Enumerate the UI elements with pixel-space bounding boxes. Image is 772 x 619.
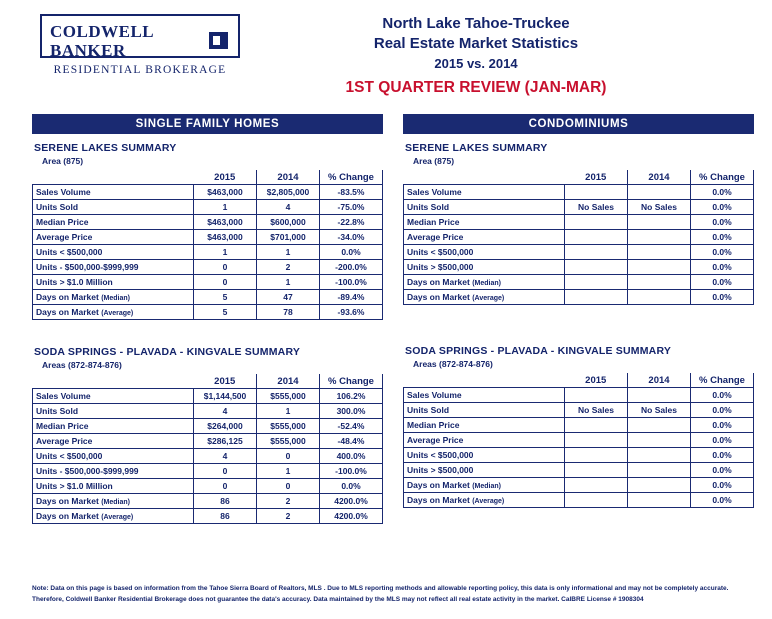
row-label: Median Price bbox=[33, 215, 194, 230]
row-label: Median Price bbox=[404, 215, 565, 230]
cell-2014 bbox=[628, 290, 691, 305]
table-row bbox=[33, 275, 383, 290]
table-row bbox=[404, 463, 754, 478]
cell-2014 bbox=[628, 185, 691, 200]
column-condominiums bbox=[403, 114, 754, 524]
row-label: Sales Volume bbox=[33, 389, 194, 404]
cell-2015: 0 bbox=[194, 275, 257, 290]
cell-2014: 78 bbox=[257, 305, 320, 320]
cell-change: 0.0% bbox=[691, 463, 754, 478]
table-row bbox=[33, 434, 383, 449]
cell-2015: $286,125 bbox=[194, 434, 257, 449]
col-header-change: % Change bbox=[691, 373, 754, 388]
row-label: Units > $500,000 bbox=[404, 260, 565, 275]
cell-change: 0.0% bbox=[691, 275, 754, 290]
column-single-family-homes bbox=[32, 114, 383, 524]
cell-2014: 47 bbox=[257, 290, 320, 305]
row-label bbox=[33, 305, 194, 320]
table-row bbox=[33, 404, 383, 419]
row-label-text: Days on Market bbox=[407, 277, 473, 287]
cell-2015 bbox=[565, 478, 628, 493]
cell-2014: $555,000 bbox=[257, 434, 320, 449]
section-title-soda-springs: SODA SPRINGS - PLAVADA - KINGVALE SUMMARY bbox=[34, 346, 301, 358]
cell-2014: 1 bbox=[257, 275, 320, 290]
col-header-2014: 2014 bbox=[257, 170, 320, 185]
row-label-qualifier: (Average) bbox=[101, 514, 134, 521]
cell-change: 0.0% bbox=[320, 479, 383, 494]
row-label: Units < $500,000 bbox=[33, 245, 194, 260]
cell-2015: 4 bbox=[194, 449, 257, 464]
table-row bbox=[404, 418, 754, 433]
row-label-text: Days on Market bbox=[407, 495, 473, 505]
row-label: Average Price bbox=[404, 230, 565, 245]
table-row bbox=[33, 200, 383, 215]
cell-2014 bbox=[628, 260, 691, 275]
row-label: Units Sold bbox=[404, 200, 565, 215]
table-row bbox=[33, 290, 383, 305]
cell-2015 bbox=[565, 275, 628, 290]
cell-2015: $1,144,500 bbox=[194, 389, 257, 404]
table-row bbox=[33, 185, 383, 200]
cell-change: 300.0% bbox=[320, 404, 383, 419]
cell-change: 0.0% bbox=[691, 418, 754, 433]
col-header-change: % Change bbox=[320, 170, 383, 185]
cell-2014 bbox=[628, 493, 691, 508]
row-label: Average Price bbox=[33, 230, 194, 245]
row-label bbox=[404, 275, 565, 290]
column-header-bar: CONDOMINIUMS bbox=[403, 114, 754, 134]
table-header-row bbox=[33, 170, 383, 185]
col-header-2014: 2014 bbox=[628, 170, 691, 185]
cell-2014 bbox=[628, 448, 691, 463]
cell-2015: $463,000 bbox=[194, 185, 257, 200]
row-label: Average Price bbox=[404, 433, 565, 448]
cell-change: 0.0% bbox=[691, 433, 754, 448]
cell-2014: No Sales bbox=[628, 403, 691, 418]
page-header bbox=[0, 0, 772, 100]
table-condo-serene-lakes bbox=[403, 170, 754, 305]
cell-2014 bbox=[628, 478, 691, 493]
cell-2015: 1 bbox=[194, 200, 257, 215]
cell-2015 bbox=[565, 245, 628, 260]
cell-2015: No Sales bbox=[565, 200, 628, 215]
cell-2014: 1 bbox=[257, 245, 320, 260]
row-label: Median Price bbox=[404, 418, 565, 433]
cell-2014: 0 bbox=[257, 449, 320, 464]
row-label-text: Days on Market bbox=[407, 292, 473, 302]
cell-change: 4200.0% bbox=[320, 509, 383, 524]
footer-line-2: Therefore, Coldwell Banker Residential Brokerage does not guarantee the data's accuracy. Data maintained by the MLS may not reflect all real estate activity in the market. CalBRE License # 1908304 bbox=[32, 596, 644, 603]
table-row bbox=[404, 215, 754, 230]
cell-2015: 1 bbox=[194, 245, 257, 260]
row-label: Units - $500,000-$999,999 bbox=[33, 260, 194, 275]
row-label bbox=[404, 478, 565, 493]
table-sfh-soda-springs bbox=[32, 374, 383, 524]
table-row bbox=[33, 230, 383, 245]
cell-2014: 1 bbox=[257, 404, 320, 419]
cell-change: -83.5% bbox=[320, 185, 383, 200]
footer-disclaimer bbox=[32, 583, 748, 605]
table-row bbox=[33, 449, 383, 464]
row-label: Sales Volume bbox=[404, 388, 565, 403]
cell-change: -52.4% bbox=[320, 419, 383, 434]
cell-2015 bbox=[565, 185, 628, 200]
table-row bbox=[404, 275, 754, 290]
cell-2015: $463,000 bbox=[194, 215, 257, 230]
cell-change: -75.0% bbox=[320, 200, 383, 215]
cell-change: -34.0% bbox=[320, 230, 383, 245]
cell-change: 0.0% bbox=[691, 448, 754, 463]
table-row bbox=[404, 403, 754, 418]
cell-change: -100.0% bbox=[320, 464, 383, 479]
section-area-serene-lakes: Area (875) bbox=[42, 156, 84, 166]
table-row bbox=[33, 509, 383, 524]
cell-change: 0.0% bbox=[691, 245, 754, 260]
table-header-row bbox=[33, 374, 383, 389]
table-row bbox=[404, 388, 754, 403]
section-area-serene-lakes: Area (875) bbox=[413, 156, 455, 166]
cell-2015: 86 bbox=[194, 509, 257, 524]
cell-2014 bbox=[628, 275, 691, 290]
cell-change: -22.8% bbox=[320, 215, 383, 230]
cell-2015: 0 bbox=[194, 464, 257, 479]
row-label: Sales Volume bbox=[404, 185, 565, 200]
row-label: Units > $1.0 Million bbox=[33, 479, 194, 494]
cell-2014 bbox=[628, 433, 691, 448]
cell-change: 106.2% bbox=[320, 389, 383, 404]
row-label: Units Sold bbox=[33, 200, 194, 215]
col-header-2015: 2015 bbox=[194, 170, 257, 185]
cell-change: 0.0% bbox=[691, 290, 754, 305]
section-area-soda-springs: Areas (872-874-876) bbox=[42, 360, 122, 370]
column-header-bar: SINGLE FAMILY HOMES bbox=[32, 114, 383, 134]
cell-2014: 2 bbox=[257, 494, 320, 509]
cell-2015: 5 bbox=[194, 305, 257, 320]
table-row bbox=[404, 230, 754, 245]
logo-box bbox=[40, 14, 240, 58]
row-label: Units - $500,000-$999,999 bbox=[33, 464, 194, 479]
row-label-qualifier: (Median) bbox=[472, 280, 501, 287]
cell-2015: 0 bbox=[194, 479, 257, 494]
table-corner-cell bbox=[404, 170, 565, 185]
cell-change: 0.0% bbox=[691, 230, 754, 245]
cell-2014 bbox=[628, 215, 691, 230]
table-row bbox=[33, 494, 383, 509]
col-header-change: % Change bbox=[691, 170, 754, 185]
table-corner-cell bbox=[33, 170, 194, 185]
cell-2015 bbox=[565, 388, 628, 403]
title-period: 1ST QUARTER REVIEW (JAN-MAR) bbox=[345, 79, 607, 96]
row-label-qualifier: (Average) bbox=[101, 310, 134, 317]
row-label bbox=[33, 509, 194, 524]
cell-2014: $555,000 bbox=[257, 389, 320, 404]
table-row bbox=[33, 419, 383, 434]
cell-change: -93.6% bbox=[320, 305, 383, 320]
table-row bbox=[404, 290, 754, 305]
row-label-qualifier: (Median) bbox=[472, 483, 501, 490]
cell-2015 bbox=[565, 215, 628, 230]
row-label-text: Days on Market bbox=[36, 307, 102, 317]
row-label bbox=[33, 290, 194, 305]
cell-change: 0.0% bbox=[691, 260, 754, 275]
cell-change: 0.0% bbox=[691, 200, 754, 215]
table-row bbox=[33, 260, 383, 275]
row-label-qualifier: (Average) bbox=[472, 498, 505, 505]
table-row bbox=[404, 433, 754, 448]
row-label-text: Days on Market bbox=[36, 511, 102, 521]
section-area-soda-springs: Areas (872-874-876) bbox=[413, 359, 493, 369]
cell-2015 bbox=[565, 418, 628, 433]
table-row bbox=[33, 215, 383, 230]
cell-change: -89.4% bbox=[320, 290, 383, 305]
table-row bbox=[404, 448, 754, 463]
table-sfh-serene-lakes bbox=[32, 170, 383, 320]
cell-2015: 0 bbox=[194, 260, 257, 275]
cell-2014: $600,000 bbox=[257, 215, 320, 230]
section-title-serene-lakes: SERENE LAKES SUMMARY bbox=[405, 142, 548, 154]
row-label: Units < $500,000 bbox=[404, 245, 565, 260]
cell-2014 bbox=[628, 388, 691, 403]
col-header-2014: 2014 bbox=[628, 373, 691, 388]
footer-line-1: Note: Data on this page is based on information from the Tahoe Sierra Board of Realtors, MLS . Due to MLS reporting methods and allowable reporting policy, this data is only informational and may not be completely accurate. bbox=[32, 585, 729, 592]
title-years: 2015 vs. 2014 bbox=[434, 56, 518, 71]
cell-change: 0.0% bbox=[691, 493, 754, 508]
table-row bbox=[33, 389, 383, 404]
cell-2015 bbox=[565, 433, 628, 448]
cell-change: -100.0% bbox=[320, 275, 383, 290]
row-label: Sales Volume bbox=[33, 185, 194, 200]
cell-2015 bbox=[565, 260, 628, 275]
table-condo-soda-springs bbox=[403, 373, 754, 508]
cell-2014 bbox=[628, 230, 691, 245]
row-label-qualifier: (Average) bbox=[472, 295, 505, 302]
cell-2015 bbox=[565, 290, 628, 305]
cell-change: -48.4% bbox=[320, 434, 383, 449]
cell-2014 bbox=[628, 463, 691, 478]
table-row bbox=[404, 478, 754, 493]
col-header-2015: 2015 bbox=[565, 170, 628, 185]
cell-2014: No Sales bbox=[628, 200, 691, 215]
logo-line-2: BANKER bbox=[50, 41, 126, 60]
cell-2014: 4 bbox=[257, 200, 320, 215]
cell-change: 0.0% bbox=[691, 185, 754, 200]
cell-2015: 5 bbox=[194, 290, 257, 305]
title-subject: Real Estate Market Statistics bbox=[373, 35, 579, 52]
table-corner-cell bbox=[33, 374, 194, 389]
stats-columns bbox=[0, 114, 772, 524]
section-title-soda-springs: SODA SPRINGS - PLAVADA - KINGVALE SUMMARY bbox=[405, 345, 672, 357]
cell-change: 0.0% bbox=[691, 388, 754, 403]
table-row bbox=[33, 305, 383, 320]
table-row bbox=[404, 185, 754, 200]
row-label: Average Price bbox=[33, 434, 194, 449]
cell-change: 0.0% bbox=[691, 478, 754, 493]
col-header-2015: 2015 bbox=[194, 374, 257, 389]
logo-subtitle: RESIDENTIAL BROKERAGE bbox=[53, 64, 227, 76]
cell-change: 4200.0% bbox=[320, 494, 383, 509]
col-header-2015: 2015 bbox=[565, 373, 628, 388]
col-header-2014: 2014 bbox=[257, 374, 320, 389]
table-row bbox=[33, 245, 383, 260]
cell-2015: 86 bbox=[194, 494, 257, 509]
cell-2014: $555,000 bbox=[257, 419, 320, 434]
row-label bbox=[404, 493, 565, 508]
row-label: Median Price bbox=[33, 419, 194, 434]
row-label-text: Days on Market bbox=[36, 496, 102, 506]
coldwell-banker-mark-icon bbox=[209, 32, 228, 49]
title-region: North Lake Tahoe-Truckee bbox=[382, 15, 570, 32]
row-label-text: Days on Market bbox=[36, 292, 102, 302]
row-label: Units < $500,000 bbox=[404, 448, 565, 463]
table-row bbox=[404, 260, 754, 275]
col-header-change: % Change bbox=[320, 374, 383, 389]
section-spacer bbox=[32, 320, 383, 338]
cell-change: 0.0% bbox=[691, 403, 754, 418]
row-label: Units Sold bbox=[404, 403, 565, 418]
page-title bbox=[200, 14, 772, 100]
row-label-text: Days on Market bbox=[407, 480, 473, 490]
table-row bbox=[404, 200, 754, 215]
row-label-qualifier: (Median) bbox=[101, 499, 130, 506]
cell-2014 bbox=[628, 245, 691, 260]
table-header-row bbox=[404, 373, 754, 388]
cell-2015 bbox=[565, 448, 628, 463]
cell-change: 0.0% bbox=[691, 215, 754, 230]
row-label bbox=[33, 494, 194, 509]
table-row bbox=[404, 245, 754, 260]
row-label: Units Sold bbox=[33, 404, 194, 419]
cell-change: 400.0% bbox=[320, 449, 383, 464]
table-row bbox=[404, 493, 754, 508]
cell-2014 bbox=[628, 418, 691, 433]
cell-2014: 2 bbox=[257, 509, 320, 524]
row-label: Units > $1.0 Million bbox=[33, 275, 194, 290]
cell-2015: No Sales bbox=[565, 403, 628, 418]
table-row bbox=[33, 479, 383, 494]
cell-2015 bbox=[565, 463, 628, 478]
row-label-qualifier: (Median) bbox=[101, 295, 130, 302]
section-spacer bbox=[403, 305, 754, 337]
cell-2014: $701,000 bbox=[257, 230, 320, 245]
cell-2015: $264,000 bbox=[194, 419, 257, 434]
table-corner-cell bbox=[404, 373, 565, 388]
cell-2014: 1 bbox=[257, 464, 320, 479]
cell-2015 bbox=[565, 230, 628, 245]
row-label bbox=[404, 290, 565, 305]
cell-2014: $2,805,000 bbox=[257, 185, 320, 200]
row-label: Units < $500,000 bbox=[33, 449, 194, 464]
table-header-row bbox=[404, 170, 754, 185]
row-label: Units > $500,000 bbox=[404, 463, 565, 478]
cell-2014: 0 bbox=[257, 479, 320, 494]
cell-2015: $463,000 bbox=[194, 230, 257, 245]
table-row bbox=[33, 464, 383, 479]
logo-line-1: COLDWELL bbox=[50, 22, 155, 41]
cell-change: 0.0% bbox=[320, 245, 383, 260]
cell-2015 bbox=[565, 493, 628, 508]
section-title-serene-lakes: SERENE LAKES SUMMARY bbox=[34, 142, 177, 154]
cell-change: -200.0% bbox=[320, 260, 383, 275]
cell-2015: 4 bbox=[194, 404, 257, 419]
cell-2014: 2 bbox=[257, 260, 320, 275]
